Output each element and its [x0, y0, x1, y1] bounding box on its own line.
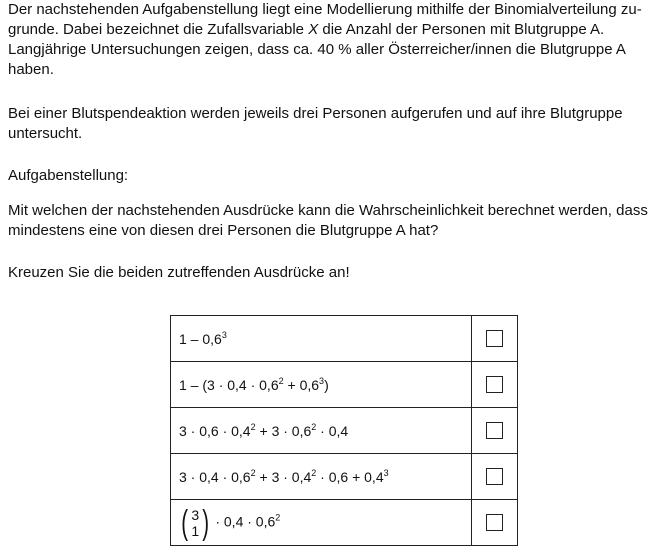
option-checkbox-4[interactable]: [486, 468, 503, 485]
option-checkbox-1[interactable]: [486, 330, 503, 347]
intro-text-part-1: Der nachstehenden Aufgabenstellung liegt eine Modellierung mithilfe der Binomialverteilung zu-grunde. Dabei bezeichnet die Zufallsvariable: [8, 1, 642, 38]
expr-exponent: 2: [311, 421, 317, 432]
expr-text: 1 – (3 · 0,4 · 0,6: [179, 376, 279, 393]
option-row-3: [171, 408, 518, 454]
expr-text: 1 – 0,6: [179, 330, 222, 347]
option-row-4: [171, 454, 518, 500]
random-variable-symbol: X: [308, 21, 319, 38]
expr-text: · 0,4: [316, 422, 349, 439]
intro-paragraph-2: Bei einer Blutspendeaktion werden jeweils drei Personen aufgerufen und auf ihre Blutgruppe untersucht.: [8, 105, 623, 142]
answer-options-table: [170, 315, 518, 546]
binomial-top: 3: [191, 506, 200, 523]
intro-text-part-2: die Anzahl der Personen mit Blutgruppe A. Langjährige Untersuchungen zeigen, dass ca. 40 % aller Österreicher/innen die Blutgruppe A haben.: [8, 21, 626, 78]
left-paren: (: [181, 503, 189, 542]
option-checkbox-cell-5: [472, 500, 518, 546]
expr-text: 3 · 0,4 · 0,6: [179, 468, 251, 485]
option-expression-4: [171, 454, 472, 500]
expr-exponent: 2: [250, 421, 256, 432]
expr-text: ): [324, 376, 329, 393]
task-instruction: Kreuzen Sie die beiden zutreffenden Ausdrücke an!: [8, 264, 350, 281]
expr-exponent: 2: [275, 512, 281, 523]
task-heading: Aufgabenstellung:: [8, 167, 129, 184]
option-row-1: [171, 316, 518, 362]
option-row-2: [171, 362, 518, 408]
option-checkbox-5[interactable]: [486, 514, 503, 531]
expr-text: + 0,6: [283, 376, 320, 393]
option-checkbox-cell-4: [472, 454, 518, 500]
right-paren: ): [202, 503, 210, 542]
option-checkbox-3[interactable]: [486, 422, 503, 439]
expr-exponent: 3: [383, 467, 389, 478]
expr-exponent: 2: [250, 467, 256, 478]
task-question: Mit welchen der nachstehenden Ausdrücke kann die Wahrscheinlichkeit berechnet werden, dass mindestens eine von diesen drei Personen die Blutgruppe A hat?: [8, 202, 648, 239]
expr-exponent: 2: [311, 467, 317, 478]
option-expression-1: [171, 316, 472, 362]
option-checkbox-cell-2: [472, 362, 518, 408]
expr-exponent: 2: [278, 375, 284, 386]
option-checkbox-cell-3: [472, 408, 518, 454]
option-expression-2: [171, 362, 472, 408]
option-expression-5: [171, 500, 472, 546]
expr-exponent: 3: [221, 329, 227, 340]
binomial-stack: [191, 507, 199, 539]
option-expression-3: [171, 408, 472, 454]
expr-text: 3 · 0,6 · 0,4: [179, 422, 251, 439]
expr-text: + 3 · 0,6: [255, 422, 312, 439]
intro-paragraph-1: [8, 0, 663, 80]
option-checkbox-cell-1: [472, 316, 518, 362]
option-row-5: [171, 500, 518, 546]
expr-exponent: 3: [319, 375, 325, 386]
expr-text: · 0,4 · 0,6: [211, 513, 276, 530]
binomial-bottom: 1: [191, 522, 200, 539]
expr-text: + 3 · 0,4: [255, 468, 312, 485]
binomial-coefficient: [179, 503, 211, 542]
option-checkbox-2[interactable]: [486, 376, 503, 393]
expr-text: · 0,6 + 0,4: [316, 468, 384, 485]
